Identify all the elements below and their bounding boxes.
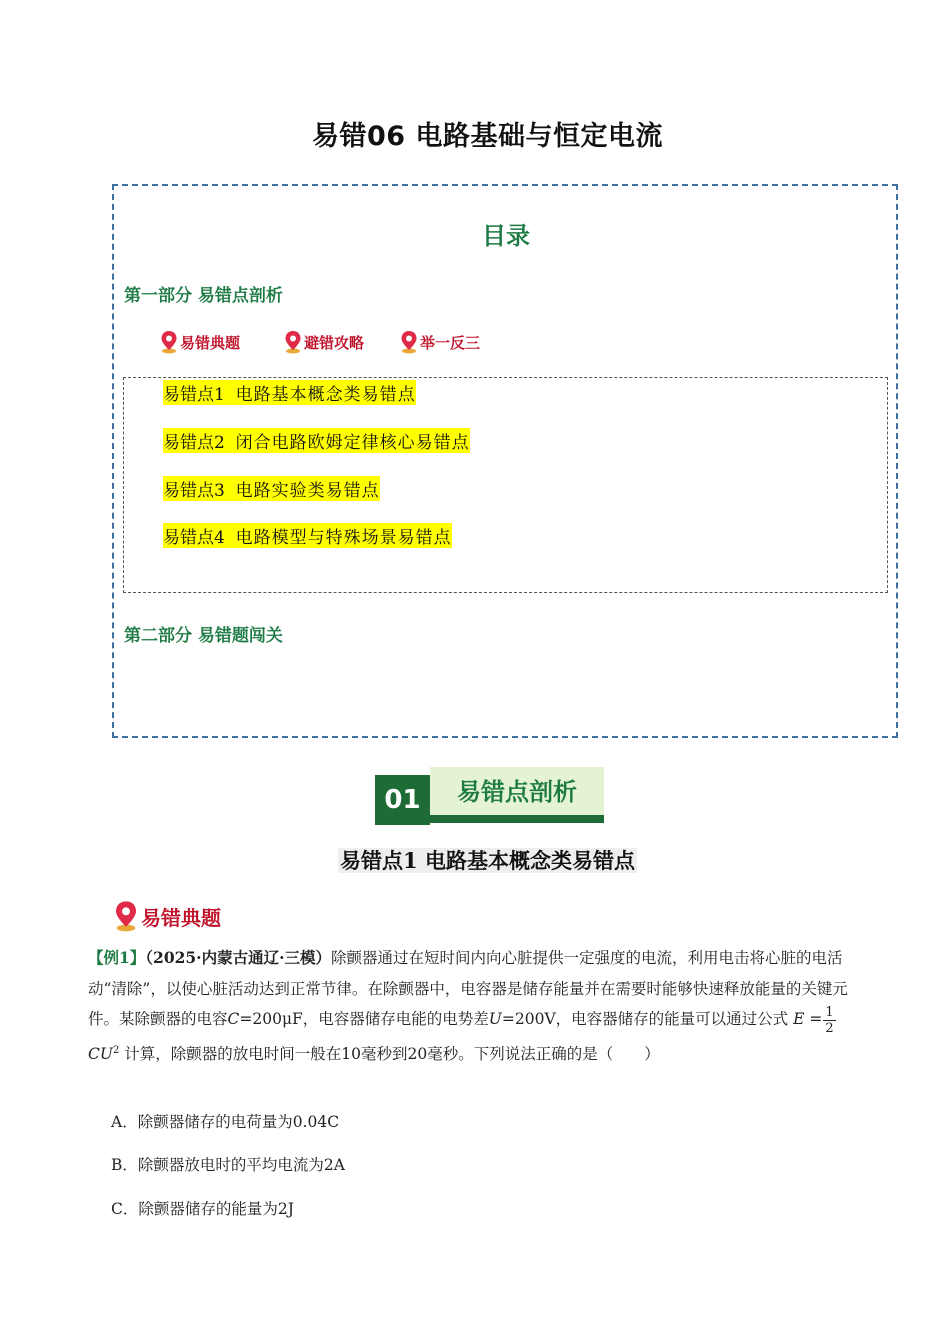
toc-item-label: 易错点3 (163, 481, 225, 501)
toc-item[interactable] (163, 476, 380, 501)
toc-tag-label: 举一反三 (420, 333, 481, 352)
toc-item-label: 易错点1 (163, 385, 225, 405)
toc-tag-typical[interactable] (160, 330, 240, 354)
section-heading (0, 845, 950, 875)
option-a[interactable]: A．除颤器储存的电荷量为0.04C (111, 1113, 340, 1131)
formula-rhs: CU (88, 1044, 113, 1063)
capacitance-variable: C (227, 1010, 240, 1028)
example-source: （2025·内蒙古通辽·三模） (145, 948, 331, 967)
example-text-2: 计算，除颤器的放电时间一般在10毫秒到20毫秒。下列说法正确的是（ ） (124, 1044, 660, 1063)
toc-item-label: 易错点4 (163, 528, 225, 548)
formula-exponent: 2 (112, 1044, 120, 1056)
location-pin-icon (114, 900, 138, 932)
toc-part1[interactable]: 第一部分 易错点剖析 (124, 286, 283, 306)
toc-tag-label: 避错攻略 (304, 333, 365, 352)
formula-numerator: 1 (825, 1004, 834, 1020)
toc-item[interactable] (163, 523, 452, 548)
toc-part2[interactable]: 第二部分 易错题闯关 (124, 626, 283, 646)
typical-question-tag (114, 900, 221, 932)
option-c[interactable]: C．除颤器储存的能量为2J (111, 1200, 294, 1218)
example-paragraph (88, 943, 863, 1069)
capacitance-value: =200μF，电容器储存电能的电势差 (239, 1010, 489, 1028)
section-banner-underline (430, 815, 604, 823)
location-pin-icon (160, 330, 178, 354)
formula-fraction (823, 1005, 835, 1036)
toc-item[interactable] (163, 380, 416, 405)
section-banner-label: 易错点剖析 (430, 767, 604, 815)
section-heading-text: 易错点1 电路基本概念类易错点 (340, 848, 635, 873)
toc-tag-practice[interactable] (400, 330, 480, 354)
toc-item[interactable] (163, 428, 470, 453)
toc-item-text: 电路实验类易错点 (235, 481, 380, 501)
location-pin-icon (284, 330, 302, 354)
voltage-variable: U (488, 1010, 502, 1028)
section-banner-number: 01 (375, 775, 430, 825)
toc-item-text: 电路基本概念类易错点 (235, 385, 416, 405)
typical-question-label: 易错典题 (141, 905, 221, 930)
example-text-1: 除颤器通过在短时间内向心脏提供一定强度的电流，利用电击将心脏的电活动“清除”，以使心脏活动达到正常节律。在除颤器中，电容器是储存能量并在需要时能够快速释放能量的关键元件。某除颤器的电容 (88, 949, 848, 1028)
toc-heading: 目录 (482, 222, 530, 250)
formula-denominator: 2 (825, 1020, 834, 1036)
document-title: 易错06 电路基础与恒定电流 (312, 121, 663, 152)
toc-tag-avoid[interactable] (284, 330, 364, 354)
toc-tag-label: 易错典题 (180, 333, 241, 352)
example-label: 【例1】 (88, 948, 146, 967)
toc-item-text: 闭合电路欧姆定律核心易错点 (235, 433, 470, 453)
option-b[interactable]: B．除颤器放电时的平均电流为2A (111, 1156, 345, 1174)
formula-lhs: E = (793, 1010, 823, 1028)
toc-item-label: 易错点2 (163, 433, 225, 453)
location-pin-icon (400, 330, 418, 354)
voltage-value: =200V，电容器储存的能量可以通过公式 (501, 1010, 789, 1028)
toc-item-text: 电路模型与特殊场景易错点 (235, 528, 452, 548)
